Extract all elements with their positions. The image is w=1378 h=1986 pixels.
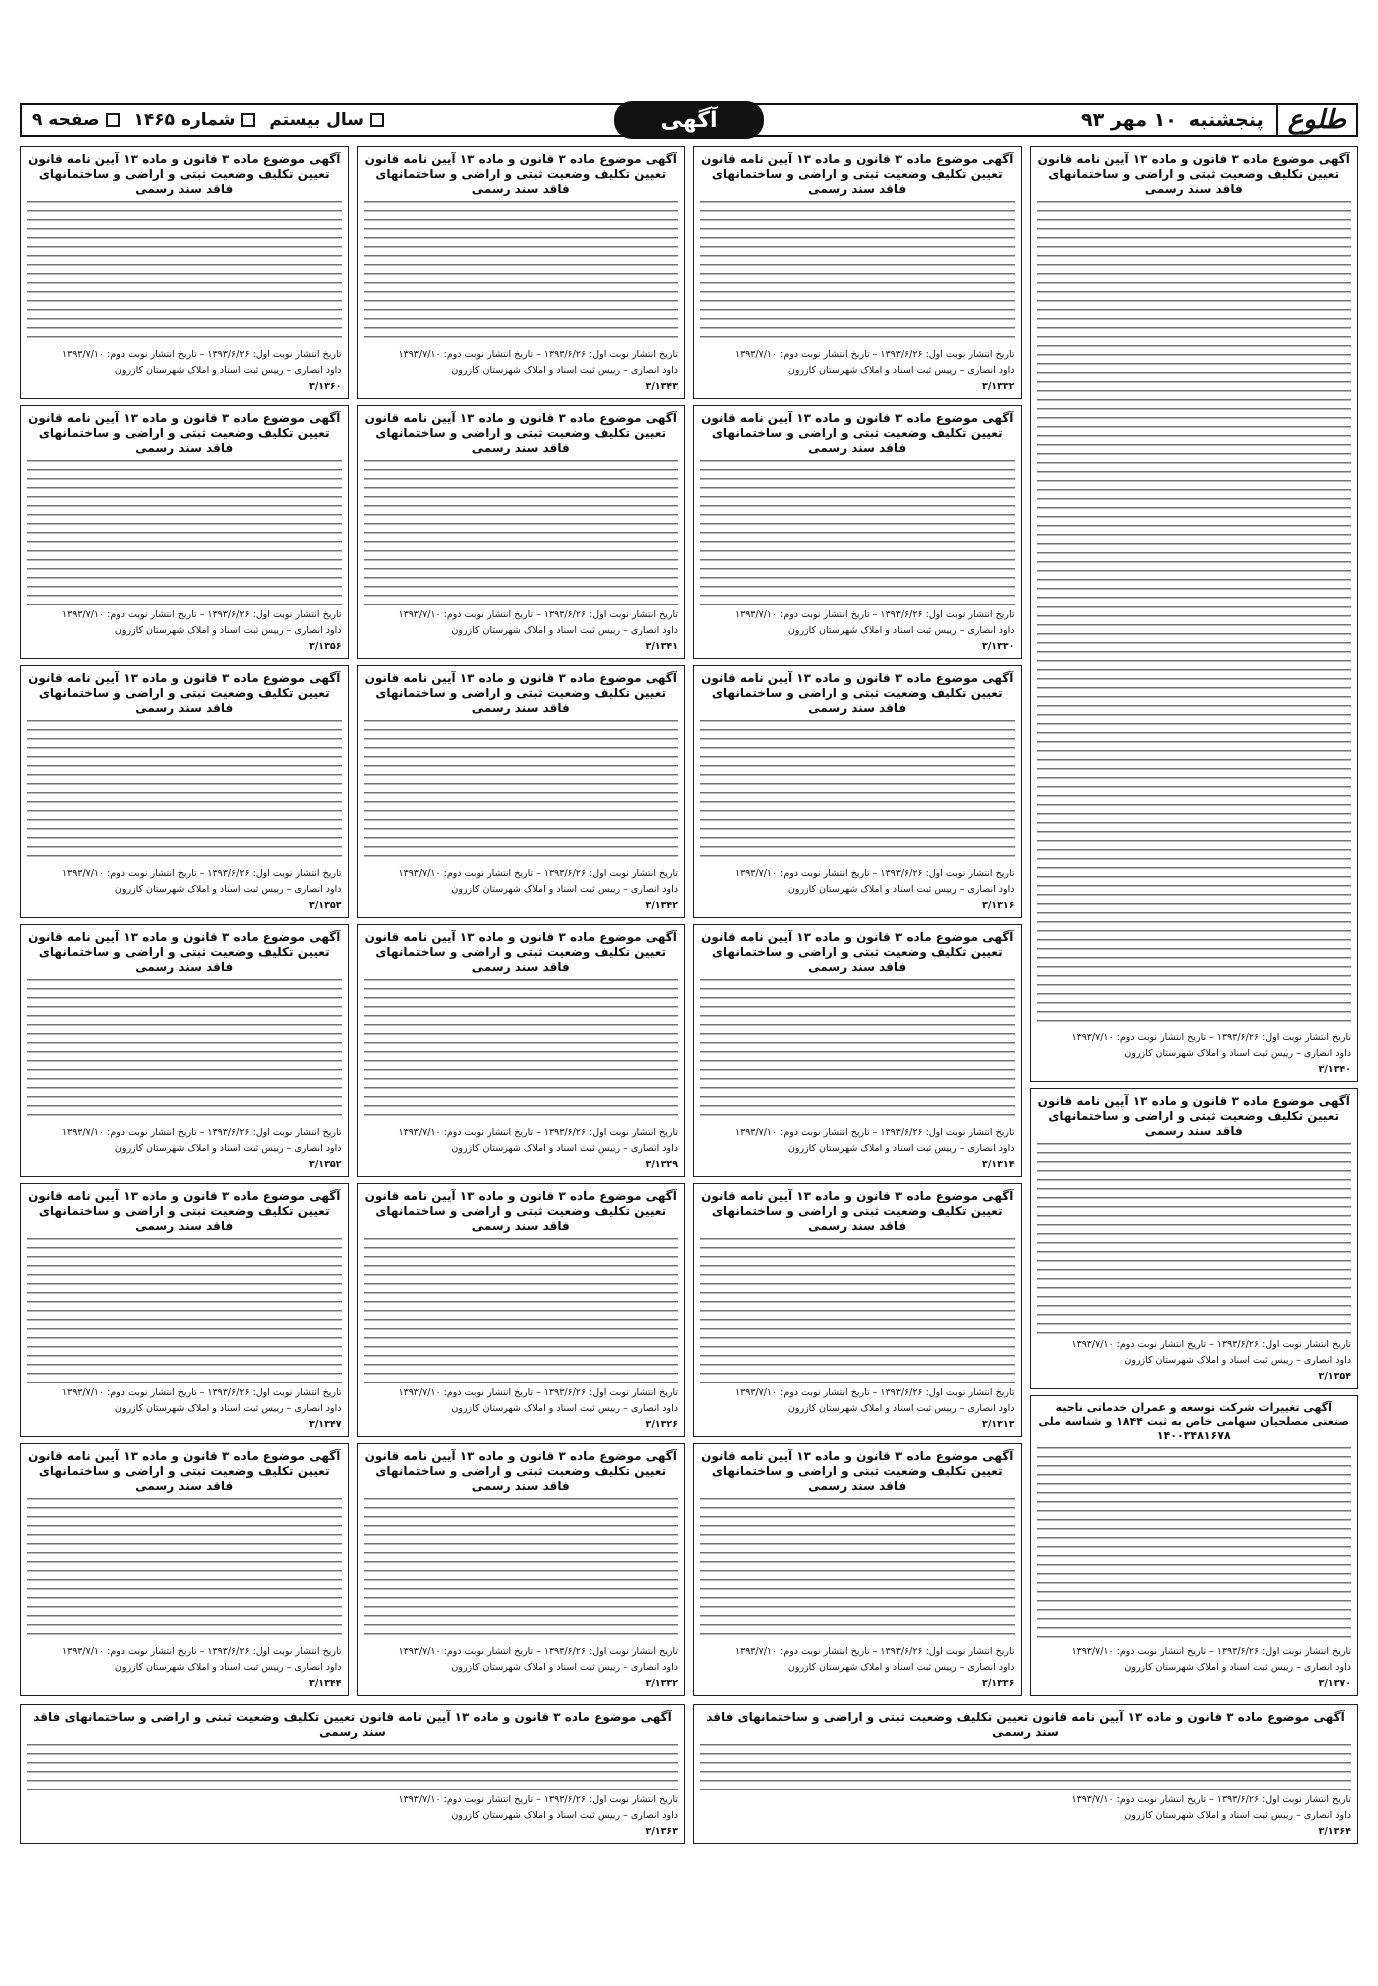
legal-notice [357,1443,686,1696]
notice-body-text [700,979,1015,1123]
notice-body-text [27,720,342,864]
notice-title: آگهی موضوع ماده ۳ قانون و ماده ۱۳ آیین نامه قانون تعیین تکلیف وضعیت ثبتی و اراضی و ساختمانهای فاقد سند رسمی [28,1189,341,1234]
notice-signature: داود انصاری – رییس ثبت اسناد و املاک شهرستان کازرون [451,883,678,895]
notice-title: آگهی موضوع ماده ۳ قانون و ماده ۱۳ آیین نامه قانون تعیین تکلیف وضعیت ثبتی و اراضی و ساختمانهای فاقد سند رسمی [701,152,1014,196]
notice-dates: تاریخ انتشار نوبت اول: ۱۳۹۳/۶/۲۶ – تاریخ انتشار نوبت دوم: ۱۳۹۳/۷/۱۰ [734,1127,1015,1139]
notice-signature: داود انصاری – رییس ثبت اسناد و املاک شهرستان کازرون [451,1402,678,1414]
notice-body-text [364,1498,679,1642]
notice-title: آگهی موضوع ماده ۳ قانون و ماده ۱۳ آیین نامه قانون تعیین تکلیف وضعیت ثبتی و اراضی و ساختمانهای فاقد سند رسمی [364,1189,677,1234]
notice-number: ۳/۱۳۵۴ [1318,1371,1351,1383]
legal-notice [1030,146,1359,1082]
notice-number: ۳/۱۳۳۲ [645,1677,678,1689]
notice-title: آگهی موضوع ماده ۳ قانون و ماده ۱۳ آیین نامه قانون تعیین تکلیف وضعیت ثبتی و اراضی و ساختمانهای فاقد سند رسمی [1037,1094,1350,1139]
notice-number: ۳/۱۳۶۰ [309,381,342,393]
notice-dates: تاریخ انتشار نوبت اول: ۱۳۹۳/۶/۲۶ – تاریخ انتشار نوبت دوم: ۱۳۹۳/۷/۱۰ [398,1127,678,1139]
notice-number: ۳/۱۳۴۲ [645,899,678,911]
masthead [20,103,1358,137]
legal-notice [20,665,349,918]
legal-notice [20,1704,685,1844]
legal-notice [693,924,1022,1177]
notice-number: ۳/۱۳۳۶ [982,1677,1015,1689]
legal-notice [693,665,1022,918]
notice-signature: داود انصاری – رییس ثبت اسناد و املاک شهرستان کازرون [787,1143,1015,1155]
legal-notice [693,146,1022,399]
notice-dates: تاریخ انتشار نوبت اول: ۱۳۹۳/۶/۲۶ – تاریخ انتشار نوبت دوم: ۱۳۹۳/۷/۱۰ [1071,1646,1351,1657]
notice-number: ۳/۱۳۵۳ [309,899,342,911]
notice-number: ۳/۱۳۶۳ [645,1826,678,1837]
notice-body-text [700,201,1015,345]
notice-dates: تاریخ انتشار نوبت اول: ۱۳۹۳/۶/۲۶ – تاریخ انتشار نوبت دوم: ۱۳۹۳/۷/۱۰ [734,349,1015,361]
notice-title: آگهی موضوع ماده ۳ قانون و ماده ۱۳ آیین نامه قانون تعیین تکلیف وضعیت ثبتی و اراضی و ساختمانهای فاقد سند رسمی [701,1448,1014,1493]
notice-title: آگهی موضوع ماده ۳ قانون و ماده ۱۳ آیین نامه قانون تعیین تکلیف وضعیت ثبتی و اراضی و ساختمانهای فاقد سند رسمی [701,411,1014,456]
notice-body-text [27,201,342,345]
company-notice-title: آگهی تغییرات شرکت توسعه و عمران خدماتی ناحیه صنعتی مصلحیان سهامی خاص به ثبت ۱۸۴۴ و شناسه ملی ۱۴۰۰۳۴۸۱۶۷۸ [1038,1401,1350,1443]
legal-notice [357,1183,686,1436]
notice-body-text [364,201,679,345]
notice-number: ۳/۱۳۴۰ [1318,1064,1351,1076]
notice-title: آگهی موضوع ماده ۳ قانون و ماده ۱۳ آیین نامه قانون تعیین تکلیف وضعیت ثبتی و اراضی و ساختمانهای فاقد سند رسمی [28,152,341,196]
notice-dates: تاریخ انتشار نوبت اول: ۱۳۹۳/۶/۲۶ – تاریخ انتشار نوبت دوم: ۱۳۹۳/۷/۱۰ [61,867,342,879]
notice-body-text [27,1238,342,1382]
notice-signature: داود انصاری – رییس ثبت اسناد و املاک شهرستان کازرون [114,883,342,895]
notice-signature: داود انصاری – رییس ثبت اسناد و املاک شهرستان کازرون [1124,1048,1351,1060]
legal-notice [357,405,686,658]
notice-signature: داود انصاری – رییس ثبت اسناد و املاک شهرستان کازرون [114,1143,342,1155]
notice-dates: تاریخ انتشار نوبت اول: ۱۳۹۳/۶/۲۶ – تاریخ انتشار نوبت دوم: ۱۳۹۳/۷/۱۰ [734,608,1015,620]
notice-signature: داود انصاری – رییس ثبت اسناد و املاک شهرستان کازرون [114,624,342,636]
notice-body-text [27,1498,342,1642]
notice-title: آگهی موضوع ماده ۳ قانون و ماده ۱۳ آیین نامه قانون تعیین تکلیف وضعیت ثبتی و اراضی و ساختمانهای فاقد سند رسمی [364,670,677,715]
notice-signature: داود انصاری – رییس ثبت اسناد و املاک شهرستان کازرون [1124,1662,1351,1673]
notice-title: آگهی موضوع ماده ۳ قانون و ماده ۱۳ آیین نامه قانون تعیین تکلیف وضعیت ثبتی و اراضی و ساختمانهای فاقد سند رسمی [364,929,677,974]
notice-title: آگهی موضوع ماده ۳ قانون و ماده ۱۳ آیین نامه قانون تعیین تکلیف وضعیت ثبتی و اراضی و ساختمانهای فاقد سند رسمی [1037,152,1350,196]
notice-body-text [364,720,679,864]
legal-notice [20,146,349,399]
notice-signature: داود انصاری – رییس ثبت اسناد و املاک شهرستان کازرون [787,624,1015,636]
legal-notice [1030,1088,1359,1389]
legal-notice [20,405,349,658]
notice-dates: تاریخ انتشار نوبت اول: ۱۳۹۳/۶/۲۶ – تاریخ انتشار نوبت دوم: ۱۳۹۳/۷/۱۰ [398,349,678,361]
notice-signature: داود انصاری – رییس ثبت اسناد و املاک شهرستان کازرون [787,883,1015,895]
issue-day: پنجشنبه [1188,109,1264,131]
notice-dates: تاریخ انتشار نوبت اول: ۱۳۹۳/۶/۲۶ – تاریخ انتشار نوبت دوم: ۱۳۹۳/۷/۱۰ [61,608,342,620]
notice-number: ۳/۱۳۱۳ [982,1418,1015,1430]
notice-title: آگهی موضوع ماده ۳ قانون و ماده ۱۳ آیین نامه قانون تعیین تکلیف وضعیت ثبتی و اراضی و ساختمانهای فاقد سند رسمی [701,670,1014,715]
notice-body-text [27,460,342,604]
notice-number: ۳/۱۳۴۷ [309,1418,342,1430]
notice-number: ۳/۱۳۳۲ [982,381,1015,393]
notice-body-text [364,1238,679,1382]
notice-dates: تاریخ انتشار نوبت اول: ۱۳۹۳/۶/۲۶ – تاریخ انتشار نوبت دوم: ۱۳۹۳/۷/۱۰ [61,1386,342,1398]
notice-body-text [700,1498,1015,1642]
ad-column [357,146,686,1696]
issue-date: ۱۰ مهر ۹۳ [1081,109,1177,131]
notice-body-text [700,1744,1351,1790]
legal-notice [20,1443,349,1696]
notice-body-text [1037,201,1352,1028]
notice-title: آگهی موضوع ماده ۳ قانون و ماده ۱۳ آیین نامه قانون تعیین تکلیف وضعیت ثبتی و اراضی و ساختمانهای فاقد سند رسمی [33,1710,672,1739]
notice-body-text [700,720,1015,864]
legal-notice [20,924,349,1177]
notice-dates: تاریخ انتشار نوبت اول: ۱۳۹۳/۶/۲۶ – تاریخ انتشار نوبت دوم: ۱۳۹۳/۷/۱۰ [1071,1339,1351,1351]
notice-number: ۳/۱۳۲۹ [645,1159,678,1171]
notice-signature: داود انصاری – رییس ثبت اسناد و املاک شهرستان کازرون [114,1402,342,1414]
notice-dates: تاریخ انتشار نوبت اول: ۱۳۹۳/۶/۲۶ – تاریخ انتشار نوبت دوم: ۱۳۹۳/۷/۱۰ [734,1645,1015,1657]
year-label: سال بیستم [269,110,384,130]
notice-signature: داود انصاری – رییس ثبت اسناد و املاک شهرستان کازرون [451,624,678,636]
legal-notice [357,665,686,918]
notice-number: ۳/۱۳۴۴ [309,1677,342,1689]
notice-number: ۳/۱۳۵۲ [309,1159,342,1171]
legal-notice [357,924,686,1177]
notice-signature: داود انصاری – رییس ثبت اسناد و املاک شهرستان کازرون [787,1661,1015,1673]
issue-number: شماره ۱۴۶۵ [134,110,256,130]
square-icon [241,113,255,127]
notice-body-text [700,1238,1015,1382]
ad-column [693,146,1022,1696]
notice-body-text [27,979,342,1123]
legal-notice [20,1183,349,1436]
notice-dates: تاریخ انتشار نوبت اول: ۱۳۹۳/۶/۲۶ – تاریخ انتشار نوبت دوم: ۱۳۹۳/۷/۱۰ [1071,1794,1351,1805]
notice-dates: تاریخ انتشار نوبت اول: ۱۳۹۳/۶/۲۶ – تاریخ انتشار نوبت دوم: ۱۳۹۳/۷/۱۰ [1071,1032,1351,1044]
notice-signature: داود انصاری – رییس ثبت اسناد و املاک شهرستان کازرون [451,1143,678,1155]
notice-title: آگهی موضوع ماده ۳ قانون و ماده ۱۳ آیین نامه قانون تعیین تکلیف وضعیت ثبتی و اراضی و ساختمانهای فاقد سند رسمی [701,929,1014,974]
notice-title: آگهی موضوع ماده ۳ قانون و ماده ۱۳ آیین نامه قانون تعیین تکلیف وضعیت ثبتی و اراضی و ساختمانهای فاقد سند رسمی [28,1448,341,1493]
section-title: آگهی [614,101,764,139]
notice-signature: داود انصاری – رییس ثبت اسناد و املاک شهرستان کازرون [114,1661,342,1673]
ad-column [20,146,349,1696]
notice-number: ۳/۱۳۳۰ [982,640,1015,652]
notice-title: آگهی موضوع ماده ۳ قانون و ماده ۱۳ آیین نامه قانون تعیین تکلیف وضعیت ثبتی و اراضی و ساختمانهای فاقد سند رسمی [701,1189,1014,1234]
notice-signature: داود انصاری – رییس ثبت اسناد و املاک شهرستان کازرون [787,1402,1015,1414]
notice-title: آگهی موضوع ماده ۳ قانون و ماده ۱۳ آیین نامه قانون تعیین تکلیف وضعیت ثبتی و اراضی و ساختمانهای فاقد سند رسمی [364,152,677,196]
notice-number: ۳/۱۳۶۴ [1318,1826,1351,1837]
legal-notice [693,1704,1358,1844]
square-icon [106,113,120,127]
notice-dates: تاریخ انتشار نوبت اول: ۱۳۹۳/۶/۲۶ – تاریخ انتشار نوبت دوم: ۱۳۹۳/۷/۱۰ [398,1794,678,1805]
notice-title: آگهی موضوع ماده ۳ قانون و ماده ۱۳ آیین نامه قانون تعیین تکلیف وضعیت ثبتی و اراضی و ساختمانهای فاقد سند رسمی [28,411,341,456]
notice-dates: تاریخ انتشار نوبت اول: ۱۳۹۳/۶/۲۶ – تاریخ انتشار نوبت دوم: ۱۳۹۳/۷/۱۰ [398,867,678,879]
notice-dates: تاریخ انتشار نوبت اول: ۱۳۹۳/۶/۲۶ – تاریخ انتشار نوبت دوم: ۱۳۹۳/۷/۱۰ [61,349,342,361]
legal-notice [357,146,686,399]
notice-signature: داود انصاری – رییس ثبت اسناد و املاک شهرستان کازرون [451,1661,678,1673]
notice-body-text [1037,1447,1352,1642]
notice-title: آگهی موضوع ماده ۳ قانون و ماده ۱۳ آیین نامه قانون تعیین تکلیف وضعیت ثبتی و اراضی و ساختمانهای فاقد سند رسمی [28,670,341,715]
newspaper-logo: طلوع [1276,105,1346,135]
notice-dates: تاریخ انتشار نوبت اول: ۱۳۹۳/۶/۲۶ – تاریخ انتشار نوبت دوم: ۱۳۹۳/۷/۱۰ [734,1386,1015,1398]
notice-title: آگهی موضوع ماده ۳ قانون و ماده ۱۳ آیین نامه قانون تعیین تکلیف وضعیت ثبتی و اراضی و ساختمانهای فاقد سند رسمی [706,1710,1345,1739]
notice-signature: داود انصاری – رییس ثبت اسناد و املاک شهرستان کازرون [451,1810,678,1821]
legal-notice [1030,1395,1359,1696]
ads-grid [20,146,1358,1696]
notice-signature: داود انصاری – رییس ثبت اسناد و املاک شهرستان کازرون [114,365,342,377]
notice-number: ۳/۱۳۱۶ [982,899,1015,911]
notice-title: آگهی موضوع ماده ۳ قانون و ماده ۱۳ آیین نامه قانون تعیین تکلیف وضعیت ثبتی و اراضی و ساختمانهای فاقد سند رسمی [364,1448,677,1493]
newspaper-page [20,18,1358,1948]
notice-number: ۳/۱۳۴۱ [645,640,678,652]
notice-body-text [364,979,679,1123]
legal-notice [693,1443,1022,1696]
notice-body-text [27,1744,678,1790]
notice-body-text [1037,1143,1352,1335]
notice-signature: داود انصاری – رییس ثبت اسناد و املاک شهرستان کازرون [787,365,1015,377]
notice-dates: تاریخ انتشار نوبت اول: ۱۳۹۳/۶/۲۶ – تاریخ انتشار نوبت دوم: ۱۳۹۳/۷/۱۰ [734,867,1015,879]
notice-body-text [364,460,679,604]
notice-number: ۳/۱۳۲۶ [645,1418,678,1430]
notice-dates: تاریخ انتشار نوبت اول: ۱۳۹۳/۶/۲۶ – تاریخ انتشار نوبت دوم: ۱۳۹۳/۷/۱۰ [398,1386,678,1398]
bottom-ads [20,1704,1358,1844]
notice-dates: تاریخ انتشار نوبت اول: ۱۳۹۳/۶/۲۶ – تاریخ انتشار نوبت دوم: ۱۳۹۳/۷/۱۰ [398,608,678,620]
notice-dates: تاریخ انتشار نوبت اول: ۱۳۹۳/۶/۲۶ – تاریخ انتشار نوبت دوم: ۱۳۹۳/۷/۱۰ [398,1645,678,1657]
notice-number: ۳/۱۳۵۶ [309,640,342,652]
notice-signature: داود انصاری – رییس ثبت اسناد و املاک شهرستان کازرون [1124,1355,1351,1367]
ad-column [1030,146,1359,1696]
legal-notice [693,405,1022,658]
notice-signature: داود انصاری – رییس ثبت اسناد و املاک شهرستان کازرون [451,365,678,377]
notice-body-text [700,460,1015,604]
legal-notice [693,1183,1022,1436]
notice-number: ۳/۱۳۷۰ [1318,1678,1351,1689]
square-icon [370,113,384,127]
notice-signature: داود انصاری – رییس ثبت اسناد و املاک شهرستان کازرون [1124,1810,1351,1821]
notice-number: ۳/۱۳۴۳ [645,381,678,393]
notice-dates: تاریخ انتشار نوبت اول: ۱۳۹۳/۶/۲۶ – تاریخ انتشار نوبت دوم: ۱۳۹۳/۷/۱۰ [61,1127,342,1139]
notice-dates: تاریخ انتشار نوبت اول: ۱۳۹۳/۶/۲۶ – تاریخ انتشار نوبت دوم: ۱۳۹۳/۷/۱۰ [61,1645,342,1657]
notice-title: آگهی موضوع ماده ۳ قانون و ماده ۱۳ آیین نامه قانون تعیین تکلیف وضعیت ثبتی و اراضی و ساختمانهای فاقد سند رسمی [28,929,341,974]
page-number: صفحه ۹ [32,110,120,130]
notice-title: آگهی موضوع ماده ۳ قانون و ماده ۱۳ آیین نامه قانون تعیین تکلیف وضعیت ثبتی و اراضی و ساختمانهای فاقد سند رسمی [364,411,677,456]
notice-number: ۳/۱۳۱۴ [982,1159,1015,1171]
